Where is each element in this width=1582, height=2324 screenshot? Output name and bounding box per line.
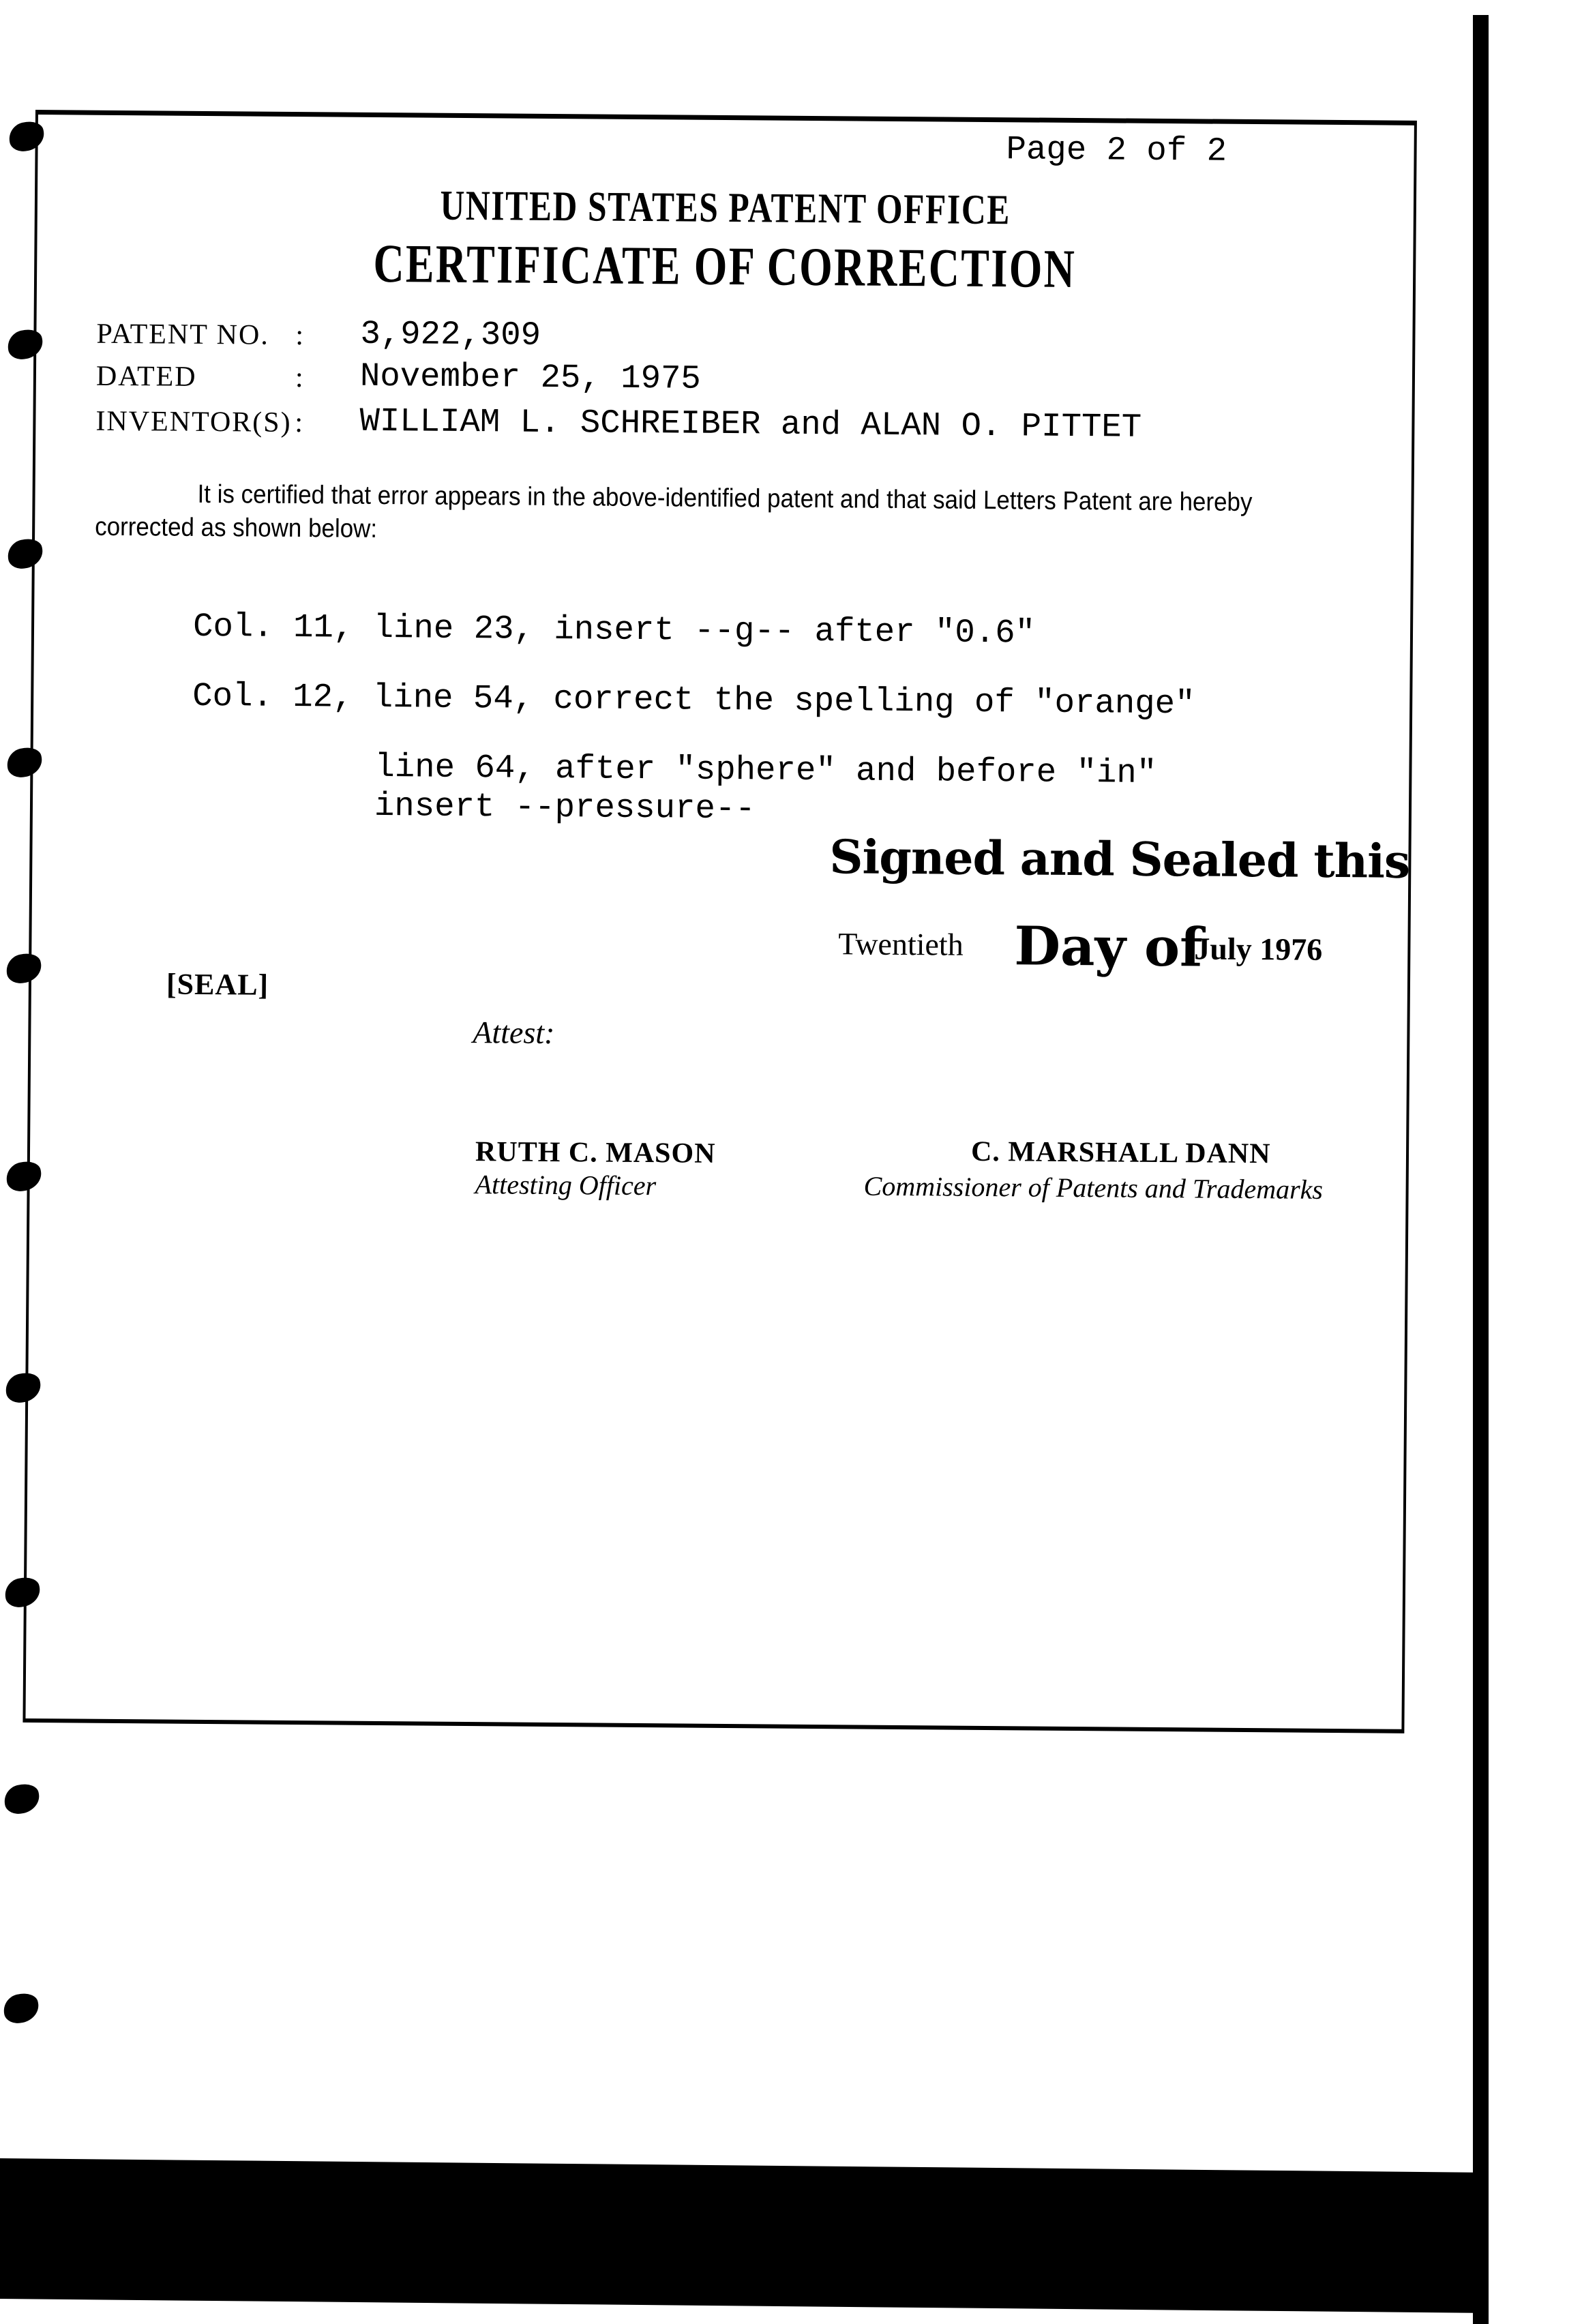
correction-line: Col. 12, line 54, correct the spelling of "orange" <box>192 676 1195 724</box>
patent-no-value: 3,922,309 <box>360 314 541 355</box>
commissioner-name: C. MARSHALL DANN <box>970 1135 1271 1170</box>
correction-line: Col. 11, line 23, insert --g-- after "0.6" <box>192 607 1036 653</box>
scan-bottom-band <box>0 2158 1484 2313</box>
signed-sealed-heading: Signed and Sealed this <box>829 830 1410 889</box>
scan-edge-bar <box>1473 15 1489 2324</box>
certificate-title <box>37 230 1414 303</box>
signature-day-of-label: Day of <box>1014 915 1204 979</box>
certificate-title-text: CERTIFICATE OF CORRECTION <box>373 233 1077 299</box>
patent-no-label: PATENT NO. <box>96 318 269 351</box>
signature-day-word: Twentieth <box>838 926 964 962</box>
correction-line: insert --pressure-- <box>374 786 756 829</box>
attesting-officer-name: RUTH C. MASON <box>475 1136 716 1170</box>
seal-label: [SEAL] <box>166 967 269 1002</box>
certification-paragraph: It is certified that error appears in the above-identified patent and that said Letters Patent are hereby corrected as shown below: <box>95 479 1253 543</box>
correction-line: line 64, after "sphere" and before "in" <box>374 747 1157 792</box>
dated-separator: : <box>295 362 303 394</box>
patent-no-separator: : <box>295 320 304 352</box>
inventors-value: WILLIAM L. SCHREIBER and ALAN O. PITTET <box>359 402 1142 447</box>
commissioner-title: Commissioner of Patents and Trademarks <box>863 1170 1324 1205</box>
dated-label: DATED <box>95 360 197 393</box>
signature-month-year: July 1976 <box>1194 931 1323 967</box>
dated-value: November 25, 1975 <box>359 357 702 398</box>
office-title <box>38 179 1414 238</box>
attest-label: Attest: <box>473 1015 555 1051</box>
page-indicator: Page 2 of 2 <box>1006 130 1227 170</box>
office-title-text: UNITED STATES PATENT OFFICE <box>440 182 1011 234</box>
inventors-separator: : <box>295 407 303 439</box>
attesting-officer-title: Attesting Officer <box>475 1169 657 1202</box>
inventors-label: INVENTOR(S) <box>95 405 292 438</box>
punch-hole-mark <box>1 1991 42 2026</box>
certificate-border-box <box>23 110 1417 1733</box>
punch-hole-mark <box>1 1781 42 1817</box>
